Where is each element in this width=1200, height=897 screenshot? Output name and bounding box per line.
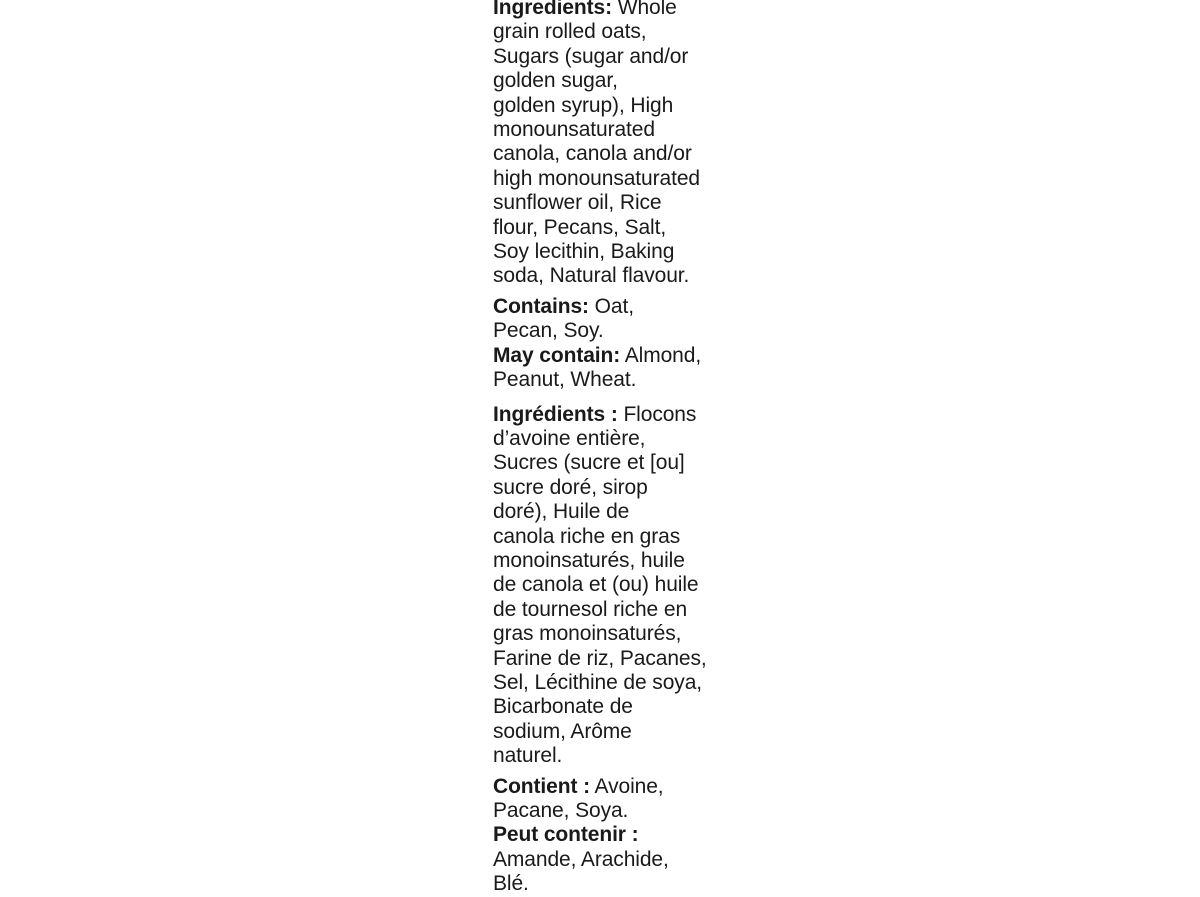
ingredients-fr-line-11: Sel, Lécithine de soya,	[493, 670, 703, 694]
may-contain-fr-line-0	[493, 823, 733, 847]
ingredients-fr-line-9: gras monoinsaturés,	[493, 622, 682, 646]
may-contain-fr-line-2: Blé.	[493, 872, 529, 896]
ingredients-fr-line-7: de canola et (ou) huile	[493, 573, 699, 597]
ingredients-en-line-2: Sugars (sugar and/or	[493, 44, 689, 68]
ingredients-en-line-0: Ingredients: Whole	[493, 0, 733, 20]
ingredients-en-line-11: soda, Natural flavour.	[493, 264, 690, 288]
contains-en-heading: Contains:	[493, 294, 589, 318]
ingredients-en-line-8: sunflower oil, Rice	[493, 191, 662, 215]
ingredients-fr-line-12: Bicarbonate de	[493, 695, 633, 719]
ingredients-en-line-1: grain rolled oats,	[493, 20, 647, 44]
ingredients-en-line-10: Soy lecithin, Baking	[493, 240, 675, 264]
ingredients-fr	[493, 403, 733, 769]
contains-fr	[493, 775, 733, 824]
ingredients-en-line-3: golden sugar,	[493, 69, 618, 93]
ingredients-en-line-9: flour, Pecans, Salt,	[493, 215, 667, 239]
ingredients-fr-line-6: monoinsaturés, huile	[493, 548, 685, 572]
ingredients-en-heading: Ingredients:	[493, 0, 612, 19]
contains-en-line-0: Contains: Oat,	[493, 294, 634, 318]
ingredients-fr-line-14: naturel.	[493, 744, 563, 768]
ingredients-fr-line-10: Farine de riz, Pacanes,	[493, 646, 707, 670]
contains-fr-line-1: Pacane, Soya.	[493, 799, 629, 822]
contains-en-line-1: Pecan, Soy.	[493, 319, 604, 343]
ingredients-en-line-6: canola, canola and/or	[493, 142, 692, 166]
ingredient-label-panel	[493, 0, 733, 897]
ingredients-fr-line-13: sodium, Arôme	[493, 719, 632, 743]
ingredients-fr-line-5: canola riche en gras	[493, 524, 681, 548]
may-contain-en-line-1: Peanut, Wheat.	[493, 368, 637, 392]
ingredients-fr-line-1: d’avoine entière,	[493, 426, 646, 450]
may-contain-en-line-0: May contain: Almond,	[493, 343, 702, 367]
contains-fr-line-0: Contient : Avoine,	[493, 774, 664, 798]
may-contain-fr-heading: Peut contenir :	[493, 823, 639, 847]
ingredients-fr-line-8: de tournesol riche en	[493, 597, 688, 621]
may-contain-fr	[493, 823, 733, 896]
ingredients-en-line-5: monounsaturated	[493, 118, 655, 142]
ingredients-en-line-4: golden syrup), High	[493, 93, 674, 117]
ingredients-fr-line-3: sucre doré, sirop	[493, 475, 648, 499]
may-contain-fr-line-1: Amande, Arachide,	[493, 847, 669, 871]
ingredients-fr-line-4: doré), Huile de	[493, 500, 630, 524]
contains-fr-heading: Contient :	[493, 774, 590, 798]
ingredients-fr-line-0: Ingrédients : Flocons	[493, 402, 697, 426]
ingredients-en-line-7: high monounsaturated	[493, 166, 700, 190]
ingredients-fr-heading: Ingrédients :	[493, 402, 618, 426]
may-contain-en-heading: May contain:	[493, 343, 621, 367]
contains-en	[493, 295, 733, 344]
may-contain-en	[493, 344, 733, 393]
ingredients-en	[493, 0, 733, 289]
ingredients-fr-line-2: Sucres (sucre et [ou]	[493, 451, 685, 475]
